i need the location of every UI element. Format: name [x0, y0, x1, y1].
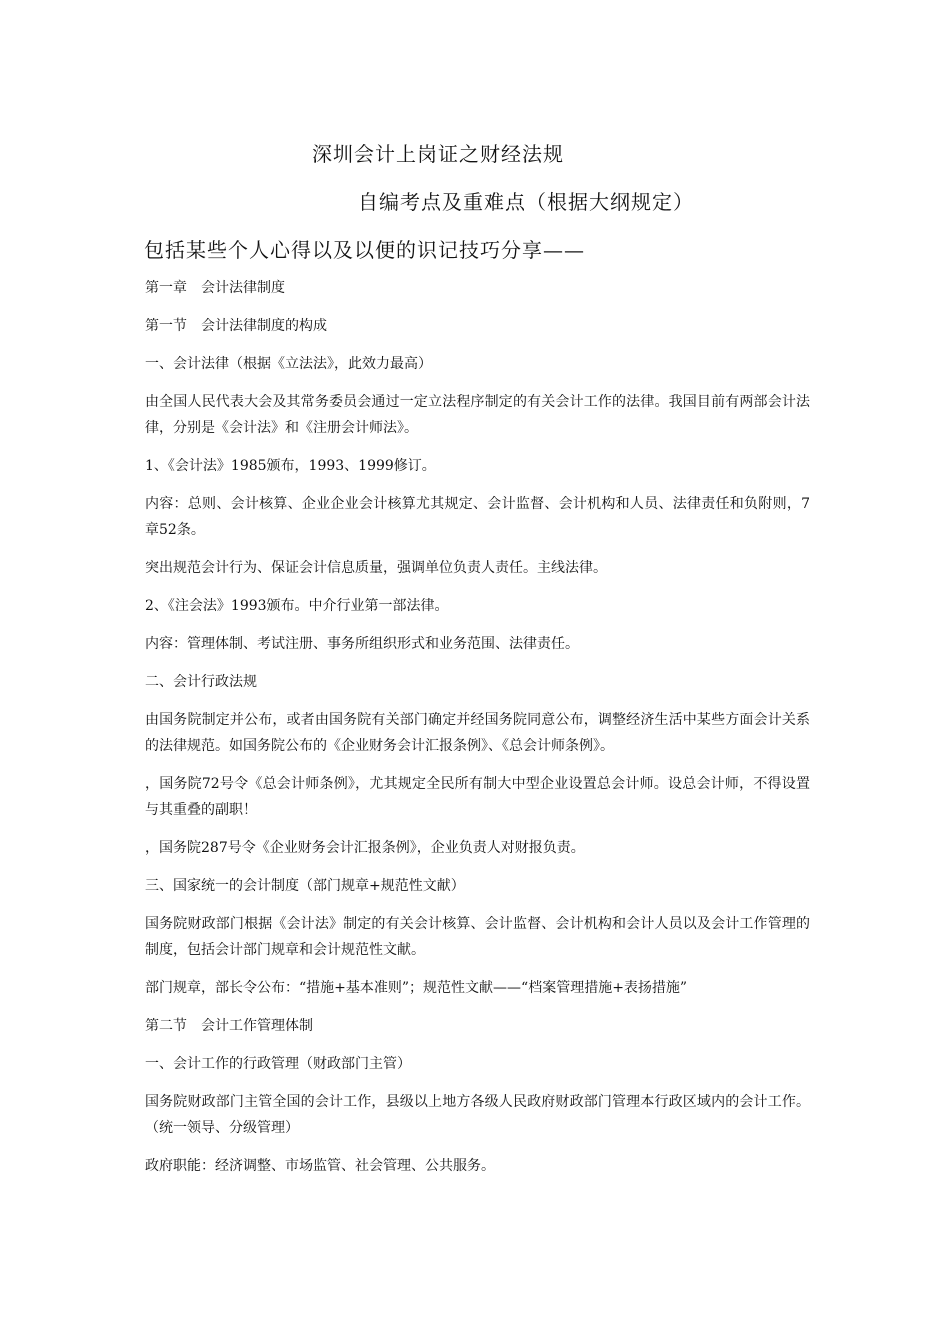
- document-intro-heading: 包括某些个人心得以及以便的识记技巧分享——: [144, 238, 585, 262]
- paragraph: ，国务院287号令《企业财务会计汇报条例》，企业负责人对财报负责。: [145, 840, 585, 856]
- paragraph: 国务院财政部门根据《会计法》制定的有关会计核算、会计监督、会计机构和会计人员以及会计工作管理的制度，包括会计部门规章和会计规范性文献。: [145, 916, 810, 958]
- subsection-heading: 三、国家统一的会计制度（部门规章+规范性文献）: [145, 878, 465, 894]
- subsection-heading: 一、会计法律（根据《立法法》，此效力最高）: [145, 356, 432, 372]
- paragraph: ，国务院72号令《总会计师条例》，尤其规定全民所有制大中型企业设置总会计师。设总会计师，不得设置与其重叠的副职！: [145, 776, 810, 818]
- list-item: 1、《会计法》1985颁布，1993、1999修订。: [145, 458, 436, 474]
- subsection-heading: 二、会计行政法规: [145, 674, 257, 690]
- paragraph: 部门规章，部长令公布：“措施+基本准则”；规范性文献——“档案管理措施+表扬措施”: [145, 980, 688, 996]
- paragraph: 内容：管理体制、考试注册、事务所组织形式和业务范围、法律责任。: [145, 636, 579, 652]
- section-heading: 第一节 会计法律制度的构成: [145, 318, 327, 334]
- paragraph: 突出规范会计行为、保证会计信息质量，强调单位负责人责任。主线法律。: [145, 560, 607, 576]
- section-heading: 第二节 会计工作管理体制: [145, 1018, 313, 1034]
- paragraph: 政府职能：经济调整、市场监管、社会管理、公共服务。: [145, 1158, 495, 1174]
- subsection-heading: 一、会计工作的行政管理（财政部门主管）: [145, 1056, 411, 1072]
- paragraph: 内容：总则、会计核算、企业企业会计核算尤其规定、会计监督、会计机构和人员、法律责任和负附则，7章52条。: [145, 496, 810, 538]
- list-item: 2、《注会法》1993颁布。中介行业第一部法律。: [145, 598, 449, 614]
- chapter-heading: 第一章 会计法律制度: [145, 280, 285, 296]
- paragraph: 由全国人民代表大会及其常务委员会通过一定立法程序制定的有关会计工作的法律。我国目前有两部会计法律，分别是《会计法》和《注册会计师法》。: [145, 394, 810, 436]
- document-title: 深圳会计上岗证之财经法规: [312, 142, 564, 166]
- document-subtitle: 自编考点及重难点（根据大纲规定）: [358, 190, 694, 214]
- document-body: [145, 275, 810, 1191]
- paragraph: 国务院财政部门主管全国的会计工作，县级以上地方各级人民政府财政部门管理本行政区域内的会计工作。（统一领导、分级管理）: [145, 1094, 810, 1136]
- paragraph: 由国务院制定并公布，或者由国务院有关部门确定并经国务院同意公布，调整经济生活中某些方面会计关系的法律规范。如国务院公布的《企业财务会计汇报条例》、《总会计师条例》。: [145, 712, 810, 754]
